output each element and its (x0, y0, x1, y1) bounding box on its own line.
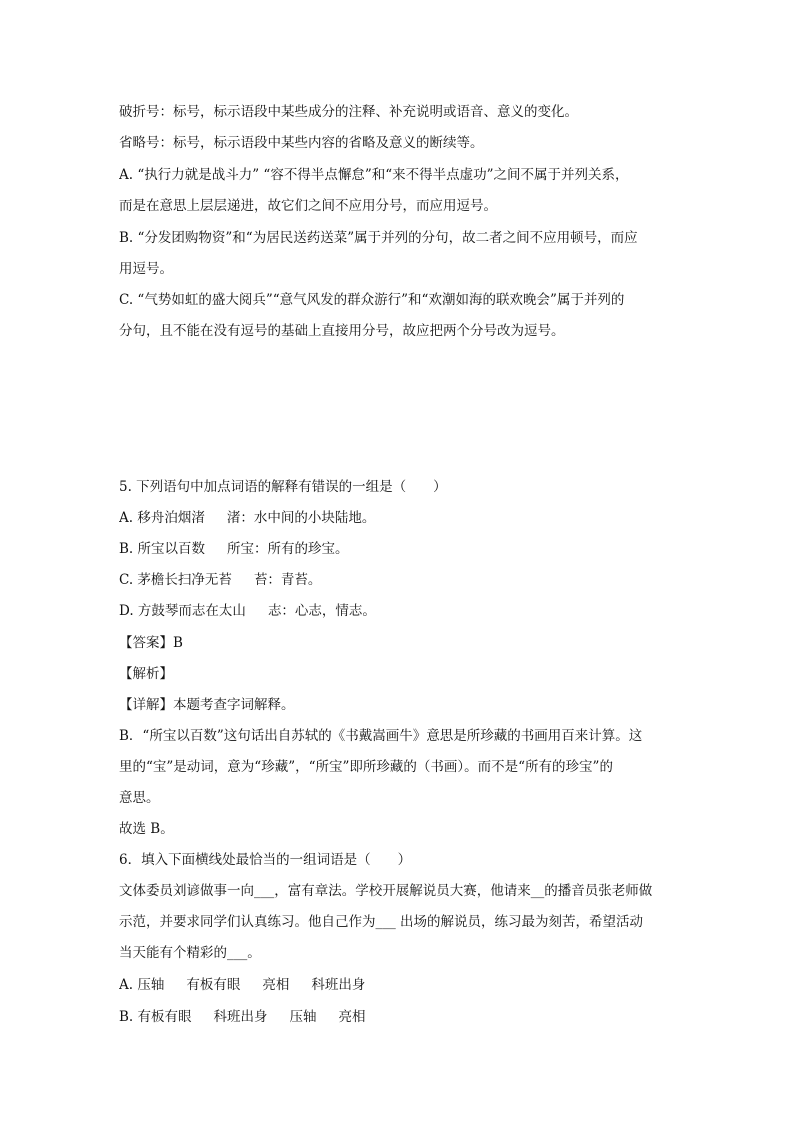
text-line-dash-definition: 破折号：标号，标示语段中某些成分的注释、补充说明或语音、意义的变化。 (119, 104, 578, 120)
question-6-passage-line2: 示范，并要求同学们认真练习。他自己作为___ 出场的解说员，练习最为刻苦，希望活动 (119, 914, 644, 930)
option-text: A. 移舟泊烟渚 (119, 510, 205, 526)
option-text: D. 方鼓琴而志在太山 (119, 603, 246, 619)
option-word-3: 亮相 (262, 977, 290, 993)
text-line-explanation-b: B. “分发团购物资”和“为居民送药送菜”属于并列的分句，故二者之间不应用顿号，而应 (119, 230, 638, 246)
question-5-option-c (119, 570, 679, 590)
question-5-explanation-line3: 意思。 (119, 790, 160, 806)
option-gloss: 志：心志，情志。 (267, 603, 376, 619)
text-line-explanation-c: C. “气势如虹的盛大阅兵”“意气风发的群众游行”和“欢潮如海的联欢晚会”属于并列的 (119, 292, 625, 308)
question-5-option-a (119, 508, 679, 528)
text-line-ellipsis-definition: 省略号：标号，标示语段中某些内容的省略及意义的断续等。 (119, 135, 484, 151)
option-word-3: 压轴 (289, 1009, 317, 1025)
option-word-2: 有板有眼 (186, 977, 241, 993)
option-gloss: 渚：水中间的小块陆地。 (226, 510, 376, 526)
text-line-explanation-b-cont: 用逗号。 (119, 261, 173, 277)
question-5-detail-heading: 【详解】本题考查字词解释。 (119, 697, 295, 713)
option-text: C. 茅檐长扫净无苔 (119, 572, 232, 588)
question-6-option-b (119, 1007, 679, 1027)
question-6-option-a (119, 975, 679, 995)
question-5-explanation-line2: 里的“宝”是动词，意为“珍藏”，“所宝”即所珍藏的（书画）。而不是“所有的珍宝”的 (119, 759, 613, 775)
question-5-answer: 【答案】B (119, 635, 183, 651)
question-5-explanation-line1: B．“所宝以百数”这句话出自苏轼的《书戴嵩画牛》意思是所珍藏的书画用百来计算。这 (119, 728, 643, 744)
option-word-1: B. 有板有眼 (119, 1009, 192, 1025)
text-line-explanation-a: A. “执行力就是战斗力” “容不得半点懈怠”和“来不得半点虚功”之间不属于并列关系， (119, 167, 629, 183)
option-word-4: 科班出身 (311, 977, 366, 993)
text-line-explanation-a-cont: 而是在意思上层层递进，故它们之间不应用分号，而应用逗号。 (119, 198, 497, 214)
text-line-explanation-c-cont: 分句，且不能在没有逗号的基础上直接用分号，故应把两个分号改为逗号。 (119, 323, 565, 339)
option-text: B. 所宝以百数 (119, 541, 206, 557)
option-word-2: 科班出身 (213, 1009, 268, 1025)
option-gloss: 苔：青苔。 (253, 572, 322, 588)
option-word-4: 亮相 (338, 1009, 366, 1025)
question-5-option-b (119, 539, 679, 559)
question-5-analysis-heading: 【解析】 (119, 666, 173, 682)
option-gloss: 所宝：所有的珍宝。 (227, 541, 349, 557)
question-5-stem: 5. 下列语句中加点词语的解释有错误的一组是（ ） (119, 479, 447, 495)
question-6-stem: 6．填入下面横线处最恰当的一组词语是（ ） (119, 852, 412, 868)
question-6-passage-line3: 当天能有个精彩的___。 (119, 945, 261, 961)
question-5-option-d (119, 601, 679, 621)
question-5-choice: 故选 B。 (119, 821, 174, 837)
question-6-passage-line1: 文体委员刘谚做事一向___，富有章法。学校开展解说员大赛，他请来__的播音员张老师做 (119, 883, 653, 899)
option-word-1: A. 压轴 (119, 977, 165, 993)
